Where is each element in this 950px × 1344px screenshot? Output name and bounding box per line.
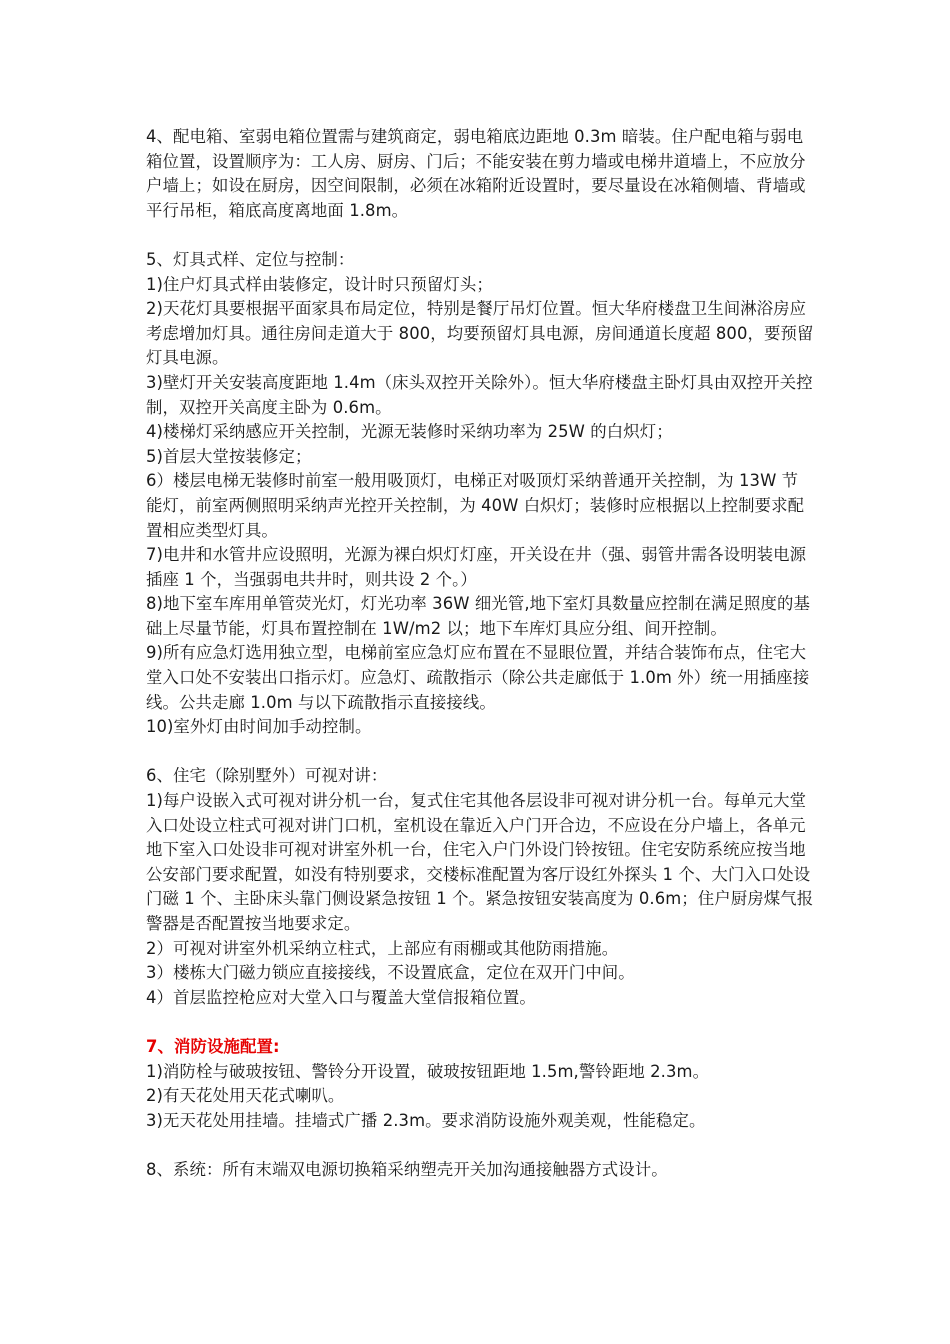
section-5-item-7: 7)电井和水管井应设照明，光源为裸白炽灯灯座，开关设在井（强、弱管井需各设明装电源插座 1 个，当强弱电共井时，则共设 2 个。）: [146, 545, 807, 589]
section-5-item-2: 2)天花灯具要根据平面家具布局定位，特别是餐厅吊灯位置。恒大华府楼盘卫生间淋浴房应考虑增加灯具。通往房间走道大于 800，均要预留灯具电源，房间通道长度超 800，要预留灯具电源。: [146, 299, 814, 368]
section-5-item-6: 6）楼层电梯无装修时前室一般用吸顶灯，电梯正对吸顶灯采纳普通开关控制，为 13W 节能灯，前室两侧照明采纳声光控开关控制，为 40W 白炽灯；装修时应根据以上控制要求配置相应类型灯具。: [146, 471, 805, 540]
paragraph-gap: [146, 740, 814, 765]
section-6-item-2: 2）可视对讲室外机采纳立柱式，上部应有雨棚或其他防雨措施。: [146, 938, 619, 958]
section-6-title: 6、住宅（除别墅外）可视对讲：: [146, 766, 388, 786]
section-6-item-1: 1)每户设嵌入式可视对讲分机一台，复式住宅其他各层设非可视对讲分机一台。每单元大堂入口处设立柱式可视对讲门口机，室机设在靠近入户门开合边，不应设在分户墙上，各单元地下室入口处设非可视对讲室外机一台，住宅入户门外设门铃按钮。住宅安防系统应按当地公安部门要求配置，如没有特别要求，交楼标准配置为客厅设红外探头 1 个、大门入口处设门磁 1 个、主卧床头靠门侧设紧急按钮 1 个。紧急按钮安装高度为 0.6m；住户厨房煤气报警器是否配置按当地要求定。: [146, 791, 814, 933]
paragraph-gap: [146, 1010, 814, 1035]
section-6-item-3: 3）楼栋大门磁力锁应直接接线，不设置底盒，定位在双开门中间。: [146, 963, 635, 983]
section-5-title: 5、灯具式样、定位与控制：: [146, 249, 355, 269]
section-7-item-1: 1)消防栓与破玻按钮、警铃分开设置，破玻按钮距地 1.5m,警铃距地 2.3m。: [146, 1061, 710, 1081]
section-5-item-1: 1)住户灯具式样由装修定，设计时只预留灯头；: [146, 274, 493, 294]
document-body: [146, 125, 814, 1183]
section-7-item-3: 3)无天花处用挂墙。挂墙式广播 2.3m。要求消防设施外观美观，性能稳定。: [146, 1110, 706, 1130]
section-7-item-2: 2)有天花处用天花式喇叭。: [146, 1086, 345, 1106]
section-5-item-4: 4)楼梯灯采纳感应开关控制，光源无装修时采纳功率为 25W 的白炽灯；: [146, 422, 673, 442]
section-5-item-9: 9)所有应急灯选用独立型，电梯前室应急灯应布置在不显眼位置，并结合装饰布点，住宅大堂入口处不安装出口指示灯。应急灯、疏散指示（除公共走廊低于 1.0m 外）统一用插座接线。公共走廊 1.0m 与以下疏散指示直接接线。: [146, 643, 810, 712]
section-5-item-10: 10)室外灯由时间加手动控制。: [146, 717, 372, 737]
paragraph-gap: [146, 1133, 814, 1158]
section-7-title: 7、消防设施配置:: [146, 1036, 280, 1056]
section-8-paragraph: 8、系统：所有末端双电源切换箱采纳塑壳开关加沟通接触器方式设计。: [146, 1159, 668, 1179]
section-6-item-4: 4）首层监控枪应对大堂入口与覆盖大堂信报箱位置。: [146, 987, 536, 1007]
section-5-item-3: 3)壁灯开关安装高度距地 1.4m（床头双控开关除外）。恒大华府楼盘主卧灯具由双控开关控制，双控开关高度主卧为 0.6m。: [146, 372, 813, 417]
section-4-paragraph: 4、配电箱、室弱电箱位置需与建筑商定，弱电箱底边距地 0.3m 暗装。住户配电箱与弱电箱位置，设置顺序为：工人房、厨房、门后；不能安装在剪力墙或电梯井道墙上，不应放分户墙上；如设在厨房，因空间限制，必须在冰箱附近设置时，要尽量设在冰箱侧墙、背墙或平行吊柜，箱底高度离地面 1.8m。: [146, 127, 806, 220]
section-5-item-5: 5)首层大堂按装修定；: [146, 446, 312, 466]
section-5-item-8: 8)地下室车库用单管荧光灯，灯光功率 36W 细光管,地下室灯具数量应控制在满足照度的基础上尽量节能，灯具布置控制在 1W/m2 以；地下车库灯具应分组、间开控制。: [146, 594, 810, 638]
paragraph-gap: [146, 223, 814, 248]
